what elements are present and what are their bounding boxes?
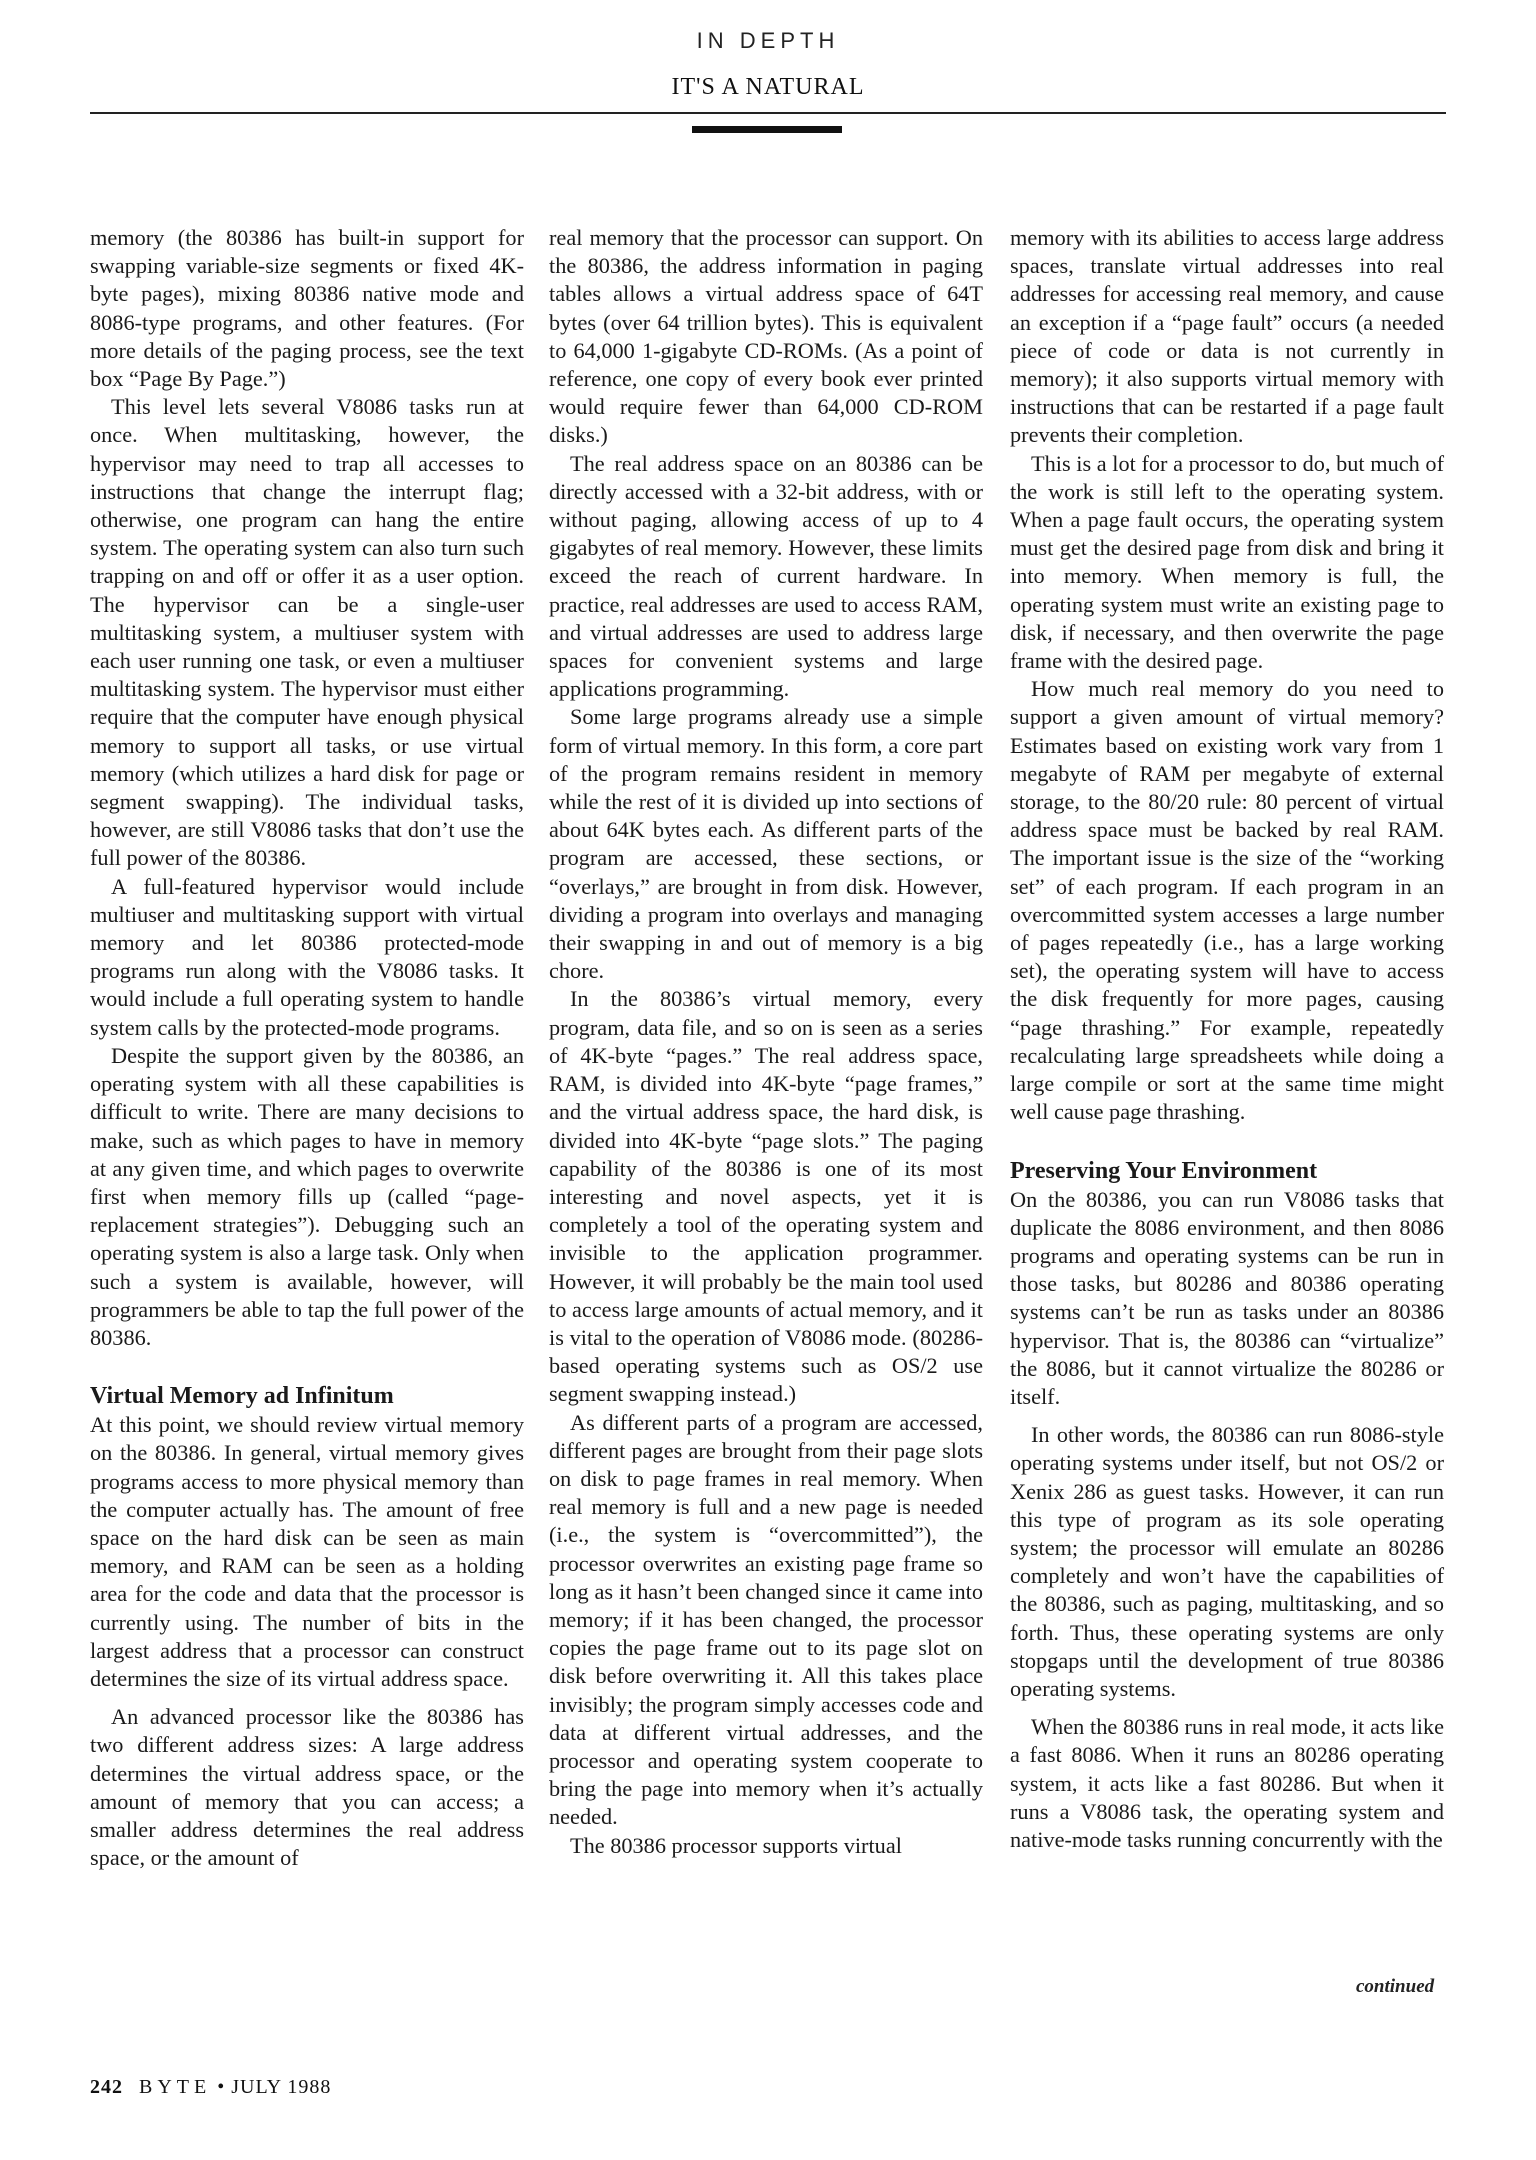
paragraph: In the 80386’s virtual memory, every program, data file, and so on is seen as a series of 4K-byte “pages.” The real address space, RAM, is divided into 4K-byte “page frames,” and the virtual address space, the hard disk, is divided into 4K-byte “page slots.” The paging capability of the 80386 is one of its most interesting and novel aspects, yet it is completely a tool of the operating system and invisible to the application programmer. However, it will probably be the main tool used to access large amounts of actual memory, and it is vital to the operation of V8086 mode. (80286-based operating systems such as OS/2 use segment swapping instead.) bbox=[549, 986, 983, 1407]
column-1 bbox=[90, 224, 524, 1872]
page-footer bbox=[90, 2076, 331, 2099]
paragraph: This is a lot for a processor to do, but much of the work is still left to the operating system. When a page fault occurs, the operating system must get the desired page from disk and bring it into memory. When memory is full, the operating system must write an existing page to disk, if necessary, and then overwrite the page frame with the desired page. bbox=[1010, 450, 1444, 674]
paragraph: An advanced processor like the 80386 has two different address sizes: A large address determines the virtual address space, or the amount of memory that you can access; a smaller address determines the real address space, or the amount of bbox=[90, 1704, 524, 1871]
section-heading: Preserving Your Environment bbox=[1010, 1157, 1318, 1184]
paragraph: real memory that the processor can support. On the 80386, the address information in paging tables allows a virtual address space of 64T bytes (over 64 trillion bytes). This is equivalent to 64,000 1-gigabyte CD-ROMs. (As a point of reference, one copy of every book ever printed would require fewer than 64,000 CD-ROM disks.) bbox=[549, 225, 983, 448]
paragraph: The real address space on an 80386 can be directly accessed with a 32-bit address, with or without paging, allowing access of up to 4 gigabytes of real memory. However, these limits exceed the reach of current hardware. In practice, real addresses are used to access RAM, and virtual addresses are used to address large spaces for convenient systems and large applications programming. bbox=[549, 450, 983, 702]
paragraph: Despite the support given by the 80386, an operating system with all these capabilities is difficult to write. There are many decisions to make, such as which pages to have in memory at any given time, and which pages to overwrite first when memory fills up (called “page-replacement strategies”). Debugging such an operating system is also a large task. Only when such a system is available, however, will programmers be able to tap the full power of the 80386. bbox=[90, 1042, 524, 1350]
paragraph: memory (the 80386 has built-in support for swapping variable-size segments or fixed 4K-byte pages), mixing 80386 native mode and 8086-type programs, and other features. (For more details of the paging process, see the text box “Page By Page.”) bbox=[90, 225, 524, 392]
continued-label: continued bbox=[1356, 1976, 1435, 1997]
paragraph: As different parts of a program are accessed, different pages are brought from their page slots on disk to page frames in real memory. When real memory is full and a new page is needed (i.e., the system is “overcommitted”), the processor overwrites an existing page frame so long as it hasn’t been changed since it came into memory; if it has been changed, the processor copies the page frame out to its page slot on disk before overwriting it. All this takes place invisibly; the program simply accesses code and data at different virtual addresses, and the processor and operating system cooperate to bring the page into memory when it’s actually needed. bbox=[549, 1409, 983, 1830]
paragraph: When the 80386 runs in real mode, it acts like a fast 8086. When it runs an 80286 operating system, it acts like a fast 80286. But when it runs a V8086 task, the operating system and native-mode tasks running concurrently with the bbox=[1010, 1714, 1444, 1852]
paragraph: Some large programs already use a simple form of virtual memory. In this form, a core part of the program remains resident in memory while the rest of it is divided up into sections of about 64K bytes each. As different parts of the program are accessed, these sections, or “overlays,” are brought in from disk. However, dividing a program into overlays and managing their swapping in and out of memory is a big chore. bbox=[549, 704, 983, 984]
paragraph: This level lets several V8086 tasks run at once. When multitasking, however, the hypervisor may need to trap all accesses to instructions that change the interrupt flag; otherwise, one program can hang the entire system. The operating system can also turn such trapping on and off or offer it as a user option. The hypervisor can be a single-user multitasking system, a multiuser system with each user running one task, or even a multiuser multitasking system. The hypervisor must either require that the computer have enough physical memory to support all tasks, or use virtual memory (which utilizes a hard disk for page or segment swapping). The individual tasks, however, are still V8086 tasks that don’t use the full power of the 80386. bbox=[90, 394, 524, 871]
paragraph: The 80386 processor supports virtual bbox=[570, 1832, 902, 1858]
section-label: IN DEPTH bbox=[696, 28, 840, 53]
magazine-name: BYTE bbox=[139, 2076, 212, 2098]
header-bar bbox=[692, 126, 842, 133]
paragraph: How much real memory do you need to support a given amount of virtual memory? Estimates based on existing work vary from 1 megabyte of RAM per megabyte of external storage, to the 80/20 rule: 80 percent of virtual address space must be backed by real RAM. The important issue is the size of the “working set” of each program. If each program in an overcommitted system accesses a large number of pages repeatedly (i.e., has a large working set), the operating system will have to access the disk frequently for more pages, causing “page thrashing.” For example, repeatedly recalculating large spreadsheets while doing a large compile or sort at the same time might well cause page thrashing. bbox=[1010, 676, 1444, 1125]
paragraph: A full-featured hypervisor would include multiuser and multitasking support with virtual memory and let 80386 protected-mode programs run along with the V8086 tasks. It would include a full operating system to handle system calls by the protected-mode programs. bbox=[90, 873, 524, 1040]
footer-separator: • bbox=[217, 2076, 226, 2098]
issue-date: JULY 1988 bbox=[231, 2076, 332, 2098]
paragraph: On the 80386, you can run V8086 tasks that duplicate the 8086 environment, and then 8086 programs and operating systems can be run in those tasks, but 80286 and 80386 operating systems can’t be run as tasks under an 80386 hypervisor. That is, the 80386 can “virtualize” the 8086, but it cannot virtualize the 80286 or itself. bbox=[1010, 1186, 1444, 1409]
section-heading: Virtual Memory ad Infinitum bbox=[90, 1383, 394, 1410]
paragraph: memory with its abilities to access large address spaces, translate virtual addresses into real addresses for accessing real memory, and cause an exception if a “page fault” occurs (a needed piece of code or data is not currently in memory); it also supports virtual memory with instructions that can be restarted if a page fault prevents their completion. bbox=[1010, 225, 1444, 448]
paragraph: At this point, we should review virtual memory on the 80386. In general, virtual memory gives programs access to more physical memory than the computer actually has. The amount of free space on the hard disk can be seen as main memory, and RAM can be seen as a holding area for the code and data that the processor is currently using. The number of bits in the largest address that a processor can construct determines the size of its virtual address space. bbox=[90, 1412, 524, 1691]
paragraph: In other words, the 80386 can run 8086-style operating systems under itself, but not OS/2 or Xenix 286 as guest tasks. However, it can run this type of program as its sole operating system; the processor will emulate an 80286 completely and won’t have the capabilities of the 80386, such as paging, multitasking, and so forth. Thus, these operating systems are only stopgaps until the development of true 80386 operating systems. bbox=[1010, 1422, 1444, 1701]
column-3 bbox=[1010, 224, 1444, 1854]
header-rule bbox=[90, 112, 1446, 114]
page-number: 242 bbox=[90, 2076, 123, 2098]
running-title: IT'S A NATURAL bbox=[671, 74, 865, 100]
column-2 bbox=[549, 224, 983, 1860]
